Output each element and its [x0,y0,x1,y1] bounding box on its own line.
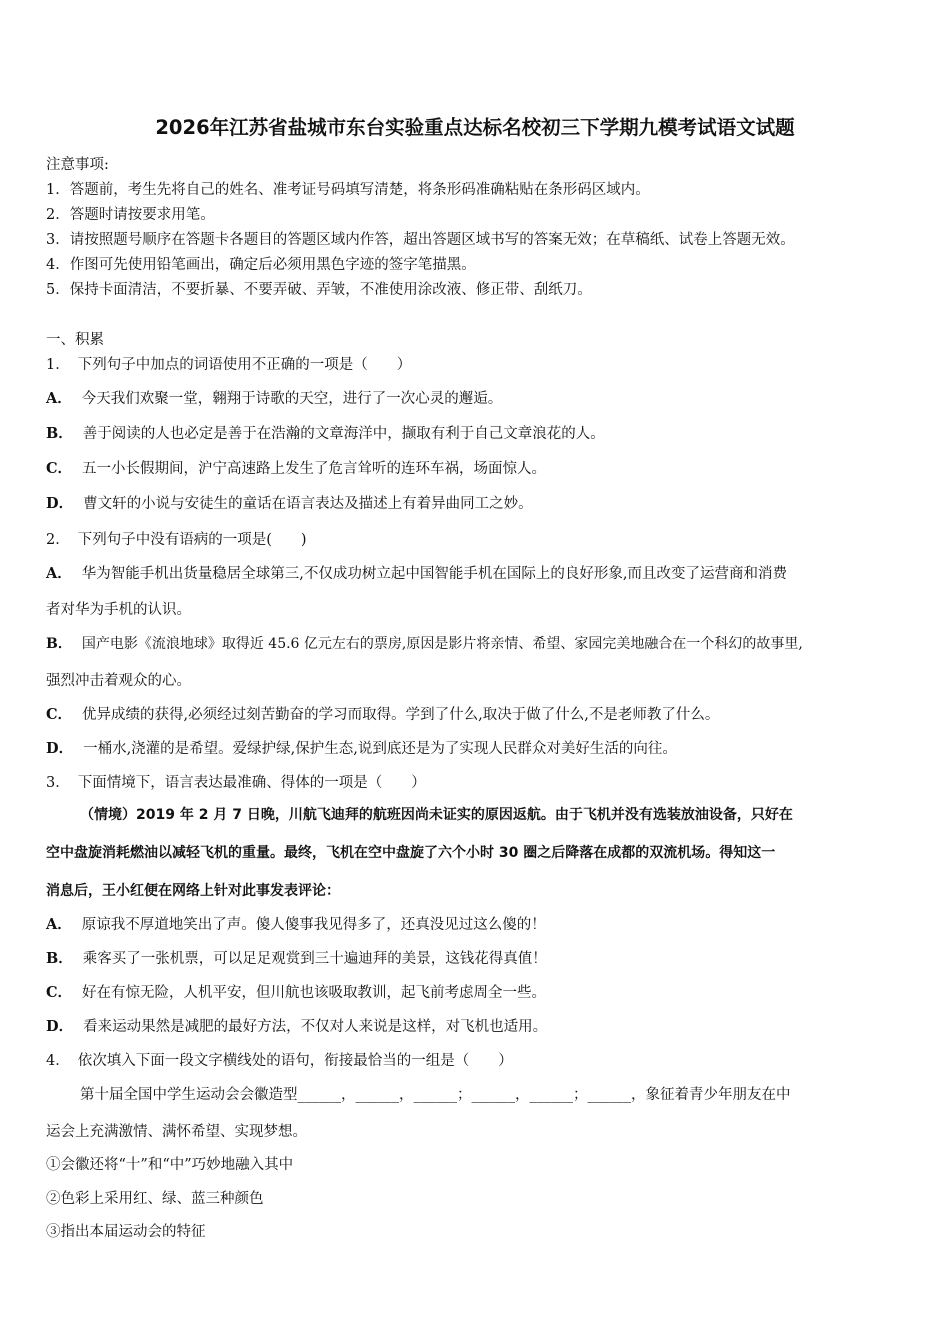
option [46,562,787,583]
notice-item: 2．答题时请按要求用笔。 [46,207,215,223]
option-text: 华为智能手机出货量稳居全球第三,不仅成功树立起中国智能手机在国际上的良好形象,而且改变了运营商和消费 [81,566,787,582]
option-text: 优异成绩的获得,必须经过刻苦勤奋的学习而取得。学到了什么,取决于做了什么,不是老师教了什么。 [82,707,720,723]
section-heading: 一、积累 [46,332,104,348]
notice-item: 3．请按照题号顺序在答题卡各题目的答题区域内作答，超出答题区域书写的答案无效；在草稿纸、试卷上答题无效。 [46,232,795,248]
option-key: D． [46,495,74,512]
option [46,422,605,443]
notice-item: 1．答题前，考生先将自己的姓名、准考证号码填写清楚，将条形码准确粘贴在条形码区域内。 [46,182,650,198]
list-item: ①会徽还将“十”和“中”巧妙地融入其中 [46,1157,294,1173]
notice-item: 4．作图可先使用铅笔画出，确定后必须用黑色字迹的签字笔描黑。 [46,257,476,273]
option-text: 原谅我不厚道地笑出了声。傻人傻事我见得多了，还真没见过这么傻的！ [81,917,546,933]
option [46,457,546,478]
list-item: ③指出本届运动会的特征 [46,1224,206,1240]
option [46,1015,547,1036]
option-text: 国产电影《流浪地球》取得近 45.6 亿元左右的票房,原因是影片将亲情、希望、家园完美地融合在一个科幻的故事里, [81,636,803,652]
option [46,981,546,1002]
question-stem [46,528,307,549]
question-context: （情境）2019 年 2 月 7 日晚，川航飞迪拜的航班因尚未证实的原因返航。由于飞机并没有选装放油设备，只好在 [80,807,793,823]
option-text: 看来运动果然是减肥的最好方法，不仅对人来说是这样，对飞机也适用。 [83,1019,548,1035]
option-text: 乘客买了一张机票，可以足足观赏到三十遍迪拜的美景，这钱花得真值！ [82,951,547,967]
option [46,387,502,408]
notice-item: 5．保持卡面清洁，不要折暴、不要弄破、弄皱，不准使用涂改液、修正带、刮纸刀。 [46,282,592,298]
option-key: C． [46,984,73,1001]
option-continuation: 者对华为手机的认识。 [46,602,191,618]
question-stem [46,771,426,792]
option [46,947,547,968]
option-key: B． [46,636,72,652]
option [46,633,803,653]
option-text: 一桶水,浇灌的是希望。爱绿护绿,保护生态,说到底还是为了实现人民群众对美好生活的向往。 [83,741,677,757]
question-number: 4． [46,1053,70,1069]
question-number: 1． [46,357,70,373]
question-text: 下列句子中加点的词语使用不正确的一项是（ ） [77,357,412,373]
question-text: 下面情境下，语言表达最准确、得体的一项是（ ） [77,775,426,791]
question-context: 空中盘旋消耗燃油以减轻飞机的重量。最终，飞机在空中盘旋了六个小时 30 圈之后降落在成都的双流机场。得知这一 [46,845,776,861]
question-paragraph: 第十届全国中学生运动会会徽造型______，______，______；______，______；______，象征着青少年朋友在中 [80,1087,791,1103]
option-key: B． [46,425,73,442]
option-key: A． [46,565,72,582]
notice-heading: 注意事项: [46,157,109,173]
question-stem [46,1049,513,1070]
option [46,703,719,724]
question-paragraph: 运会上充满激情、满怀希望、实现梦想。 [46,1124,307,1140]
option [46,913,546,934]
option-text: 好在有惊无险，人机平安，但川航也该吸取教训，起飞前考虑周全一些。 [82,985,547,1001]
question-text: 依次填入下面一段文字横线处的语句，衔接最恰当的一组是（ ） [77,1053,513,1069]
page-title: 2026年江苏省盐城市东台实验重点达标名校初三下学期九模考试语文试题 [155,116,795,139]
option [46,737,677,758]
question-number: 2． [46,532,70,548]
list-item: ②色彩上采用红、绿、蓝三种颜色 [46,1191,264,1207]
question-stem [46,353,411,374]
question-text: 下列句子中没有语病的一项是( ) [77,532,307,548]
option-key: B． [46,950,73,967]
option [46,492,533,513]
option-text: 曹文轩的小说与安徒生的童话在语言表达及描述上有着异曲同工之妙。 [83,496,533,512]
option-continuation: 强烈冲击着观众的心。 [46,673,191,689]
option-key: D． [46,1018,74,1035]
question-context: 消息后，王小红便在网络上针对此事发表评论： [46,883,340,899]
option-text: 五一小长假期间，沪宁高速路上发生了危言耸听的连环车祸，场面惊人。 [82,461,547,477]
option-text: 善于阅读的人也必定是善于在浩瀚的文章海洋中，撷取有利于自己文章浪花的人。 [82,426,605,442]
option-text: 今天我们欢聚一堂，翱翔于诗歌的天空，进行了一次心灵的邂逅。 [81,391,503,407]
option-key: C． [46,460,73,477]
option-key: A． [46,390,72,407]
question-number: 3． [46,775,70,791]
option-key: A． [46,916,72,933]
option-key: C． [46,706,73,723]
option-key: D． [46,740,74,757]
